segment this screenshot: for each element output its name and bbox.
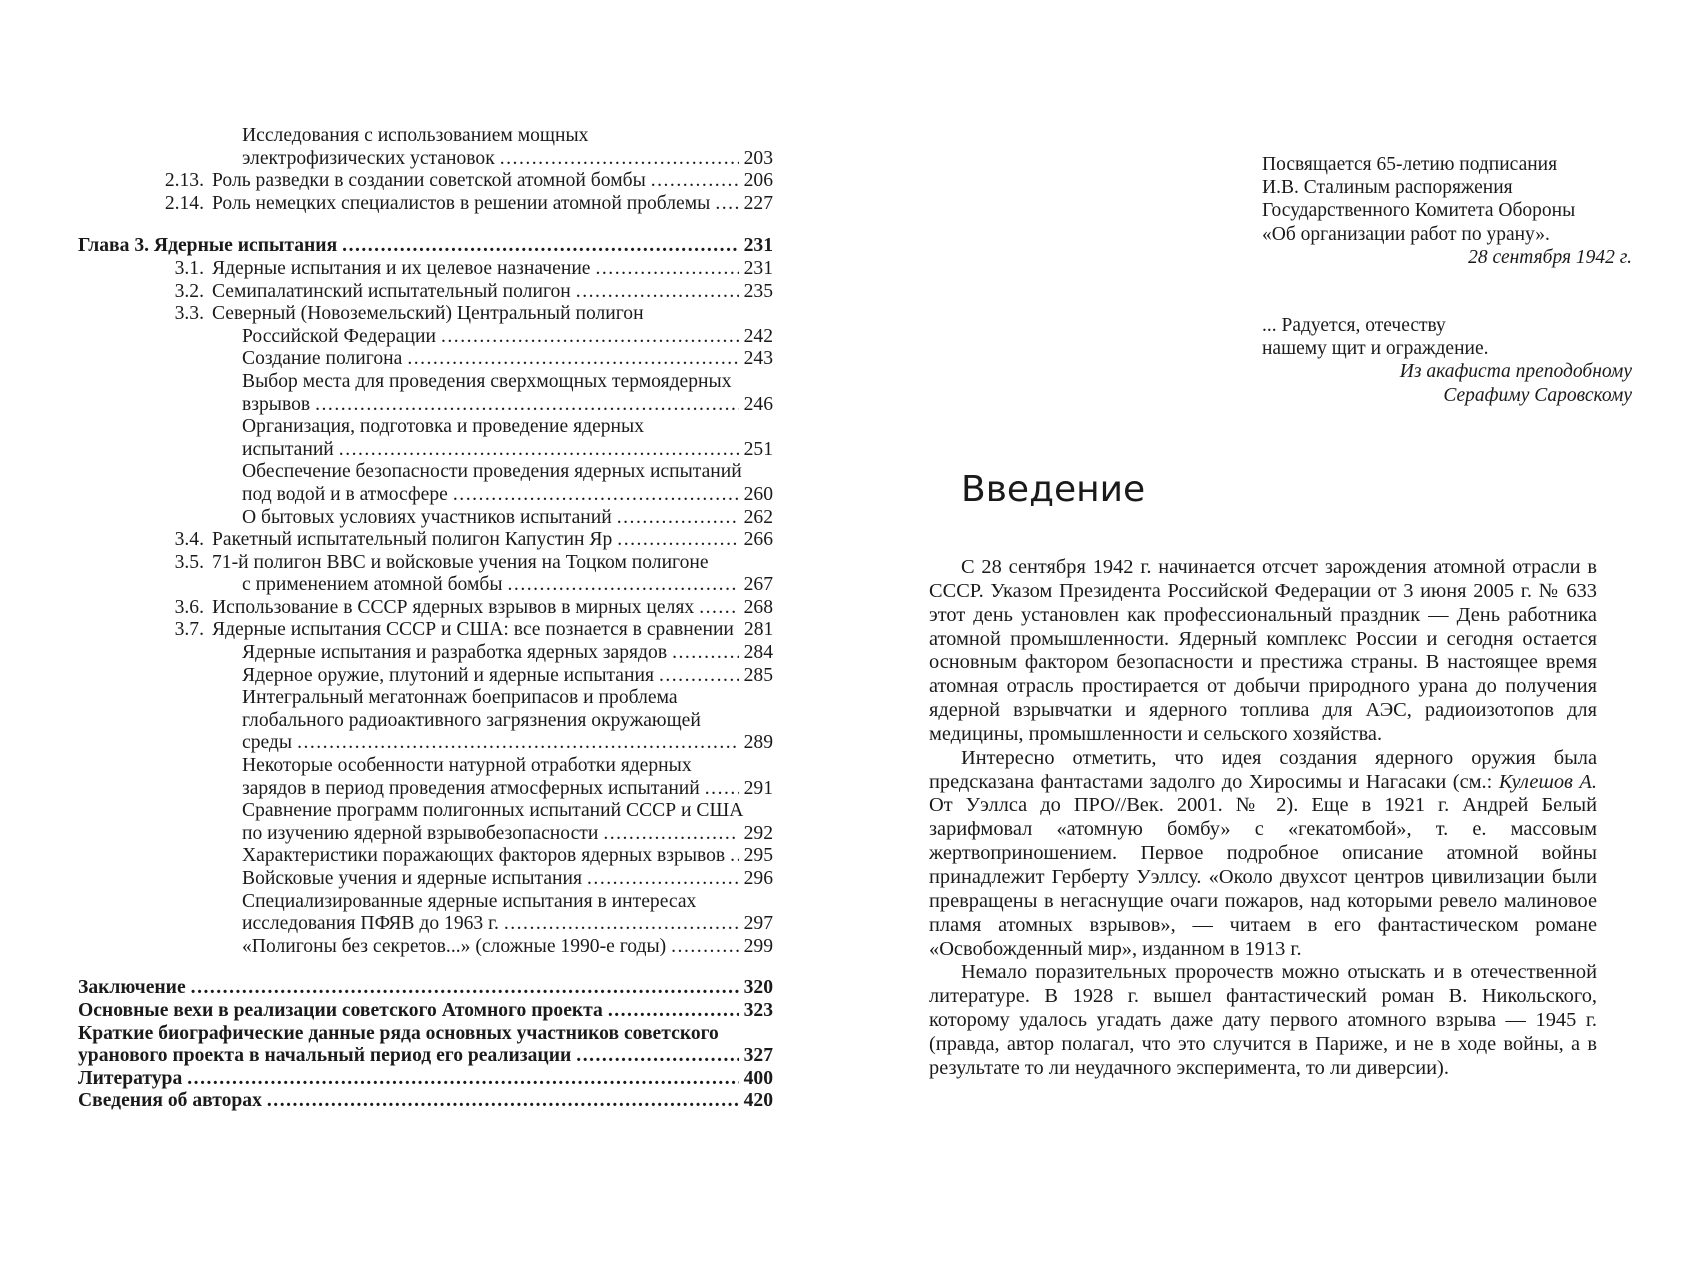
toc-entry-title: Войсковые учения и ядерные испытания <box>242 868 583 889</box>
dot-leader <box>191 977 739 1000</box>
intro-paragraph <box>929 747 1597 962</box>
dot-leader <box>587 868 739 891</box>
toc-entry-title: Некоторые особенности натурной отработки ядерных <box>242 755 692 777</box>
toc-entry-title: Характеристики поражающих факторов ядерных взрывов <box>242 845 726 867</box>
toc-page-number: 297 <box>743 913 773 935</box>
toc-entry-title: среды <box>242 732 293 754</box>
toc-entry-number: 3.7. <box>174 619 204 641</box>
dot-leader <box>297 732 739 755</box>
dot-leader <box>508 574 739 597</box>
toc-page-number: 296 <box>743 868 773 889</box>
toc-entry-title: исследования ПФЯВ до 1963 г. <box>242 913 499 935</box>
dot-leader <box>659 665 739 688</box>
toc-entry <box>78 977 773 1000</box>
dot-leader <box>705 778 739 801</box>
dedication-date: 28 сентября 1942 г. <box>1468 246 1632 268</box>
toc-entry-title: Краткие биографические данные ряда основных участников советского <box>78 1022 719 1044</box>
dedication-line: «Об организации работ по урану». <box>1262 223 1550 245</box>
dot-leader <box>315 394 738 417</box>
toc-page-number: 400 <box>743 1067 773 1089</box>
toc-page-number: 262 <box>743 506 773 528</box>
toc-entry <box>78 755 773 778</box>
toc-entry <box>78 416 773 439</box>
toc-entry-number: 3.6. <box>174 596 204 618</box>
toc-page-number: 227 <box>743 192 773 214</box>
toc-entry-number: 3.3. <box>174 303 204 325</box>
toc-page-number: 260 <box>743 483 773 505</box>
dot-leader <box>500 148 739 171</box>
intro-body <box>929 556 1597 1081</box>
toc-entry-title: Обеспечение безопасности проведения ядерных испытаний <box>242 461 742 483</box>
toc-entry <box>78 326 773 349</box>
toc-entry-title: Ракетный испытательный полигон Капустин Яр <box>212 529 613 551</box>
toc-entry <box>78 665 773 688</box>
toc-entry <box>78 1045 773 1068</box>
toc-page-number: 243 <box>743 348 773 370</box>
toc-entry-title: Использование в СССР ядерных взрывов в мирных целях <box>212 596 695 618</box>
toc-entry <box>78 461 773 484</box>
dedication-line: И.В. Сталиным распоряжения <box>1262 177 1513 199</box>
toc-entry <box>78 845 773 868</box>
toc-entry <box>78 235 773 258</box>
dot-leader <box>407 348 738 371</box>
toc-entry-title: Ядерные испытания и их целевое назначение <box>212 257 591 279</box>
dedication-line: Государственного Комитета Обороны <box>1262 200 1576 222</box>
toc-entry <box>78 125 773 148</box>
dot-leader <box>608 1000 739 1023</box>
dedication-line: Посвящается 65-летию подписания <box>1262 154 1558 175</box>
toc-entry <box>78 193 773 216</box>
toc-entry <box>78 507 773 530</box>
dot-leader <box>730 845 738 868</box>
toc-entry <box>78 1090 773 1113</box>
toc-entry-title: «Полигоны без секретов...» (сложные 1990-е годы) <box>242 935 667 957</box>
epigraph-line: ... Радуется, отечеству <box>1262 315 1446 336</box>
toc-entry-number: 2.13. <box>164 170 204 192</box>
toc-page-number: 267 <box>743 574 773 596</box>
toc-entry <box>78 823 773 846</box>
toc-entry <box>78 619 773 642</box>
toc-entry <box>78 687 773 710</box>
toc-entry <box>78 281 773 304</box>
toc-page-number: 320 <box>743 977 773 999</box>
dot-leader <box>596 258 739 281</box>
epigraph <box>1262 314 1632 407</box>
toc-entry <box>78 394 773 417</box>
dot-leader <box>715 193 738 216</box>
toc-entry <box>78 891 773 914</box>
toc-entry-number: 3.2. <box>174 280 204 302</box>
dot-leader <box>576 281 739 304</box>
dot-leader <box>504 913 739 936</box>
dedication <box>1262 153 1632 269</box>
toc-entry-title: Интегральный мегатоннаж боеприпасов и проблема <box>242 687 678 709</box>
toc-entry <box>78 552 773 575</box>
toc-entry-number: 3.1. <box>174 257 204 279</box>
toc-entry-title: Ядерные испытания СССР и США: все познается в сравнении <box>212 619 734 641</box>
toc-entry <box>78 148 773 171</box>
toc-entry-title: зарядов в период проведения атмосферных испытаний <box>242 777 700 799</box>
toc-entry-title: глобального радиоактивного загрязнения окружающей <box>242 709 701 731</box>
toc-entry-title: Литература <box>78 1067 183 1089</box>
toc-entry-title: испытаний <box>242 438 334 460</box>
dot-leader <box>441 326 739 349</box>
toc-page-number: 289 <box>743 732 773 754</box>
toc-page-number: 323 <box>743 999 773 1021</box>
intro-paragraph: Немало поразительных пророчеств можно отыскать и в отечественной литературе. В 1928 г. вышел фантастический роман В. Никольского, которому удалось угадать даже дату первого атомного взрыва — 1945 г. (правда, автор полагал, что это случится в Париже, и не в ходе войны, а в результате то ли неудачного эксперимента, то ли диверсии). <box>929 961 1597 1079</box>
toc-page-number: 284 <box>743 642 773 664</box>
toc-entry <box>78 1000 773 1023</box>
toc-entry-title: Глава 3. Ядерные испытания <box>78 235 338 257</box>
dot-leader <box>603 823 738 846</box>
toc-entry <box>78 484 773 507</box>
intro-heading: Введение <box>961 469 1146 510</box>
table-of-contents <box>78 125 773 1113</box>
dot-leader <box>617 529 738 552</box>
toc-entry <box>78 258 773 281</box>
toc-page-number: 231 <box>743 235 773 257</box>
toc-page-number: 281 <box>743 619 774 641</box>
epigraph-source: Из акафиста преподобному <box>1399 361 1632 383</box>
toc-entry-title: Исследования с использованием мощных <box>242 125 589 146</box>
toc-entry-title: 71-й полигон ВВС и войсковые учения на Тоцком полигоне <box>212 551 709 573</box>
dot-leader <box>651 170 739 193</box>
toc-entry-title: Северный (Новоземельский) Центральный полигон <box>212 303 644 325</box>
toc-entry-title: Основные вехи в реализации советского Атомного проекта <box>78 999 603 1021</box>
toc-page-number: 266 <box>743 529 773 551</box>
intro-paragraph: С 28 сентября 1942 г. начинается отсчет зарождения атомной отрасли в СССР. Указом Президента Российской Федерации от 3 июня 2005 г. № 633 этот день установлен как профессиональный праздник — День работника атомной промышленности. Ядерный комплекс России и сегодня остается основным фактором безопасности и престижа страны. В настоящее время атомная отрасль простирается от добычи природного урана до получения ядерной взрывчатки и ядерного топлива для АЭС, радиоизотопов для медицины, промышленности и сельского хозяйства. <box>929 556 1597 745</box>
toc-entry <box>78 170 773 193</box>
dot-leader <box>453 484 739 507</box>
toc-page-number: 268 <box>743 596 773 618</box>
toc-page-number: 242 <box>743 325 773 347</box>
toc-entry <box>78 371 773 394</box>
toc-entry <box>78 1023 773 1046</box>
toc-entry <box>78 913 773 936</box>
toc-entry-title: уранового проекта в начальный период его реализации <box>78 1045 572 1067</box>
toc-entry-number: 3.5. <box>174 551 204 573</box>
toc-entry-title: Роль разведки в создании советской атомной бомбы <box>212 170 646 192</box>
toc-page-number: 292 <box>743 822 773 844</box>
cited-author: Кулешов А. <box>1498 770 1597 793</box>
toc-entry-title: Сравнение программ полигонных испытаний СССР и США <box>242 800 744 822</box>
toc-entry <box>78 348 773 371</box>
epigraph-line: нашему щит и ограждение. <box>1262 338 1489 360</box>
toc-page-number: 251 <box>743 438 773 460</box>
toc-entry <box>78 800 773 823</box>
toc-entry-title: Российской Федерации <box>242 325 436 347</box>
toc-entry <box>78 710 773 733</box>
toc-entry-title: Сведения об авторах <box>78 1090 262 1112</box>
dot-leader <box>267 1090 739 1113</box>
toc-entry <box>78 642 773 665</box>
epigraph-source: Серафиму Саровскому <box>1443 384 1632 406</box>
toc-entry-title: Ядерные испытания и разработка ядерных зарядов <box>242 642 668 664</box>
toc-entry-title: Ядерное оружие, плутоний и ядерные испытания <box>242 664 654 686</box>
toc-entry-title: Выбор места для проведения сверхмощных термоядерных <box>242 370 732 392</box>
toc-entry-title: с применением атомной бомбы <box>242 574 503 596</box>
toc-entry-title: под водой и в атмосфере <box>242 483 448 505</box>
toc-entry <box>78 303 773 326</box>
dot-leader <box>671 936 738 959</box>
toc-entry-title: О бытовых условиях участников испытаний <box>242 506 612 528</box>
dot-leader <box>339 439 739 462</box>
dot-leader <box>617 507 739 530</box>
toc-page-number: 235 <box>743 280 773 302</box>
toc-page-number: 203 <box>743 147 773 169</box>
toc-entry-title: электрофизических установок <box>242 147 495 169</box>
toc-entry <box>78 868 773 891</box>
dot-leader <box>576 1045 738 1068</box>
toc-entry-title: Организация, подготовка и проведение ядерных <box>242 416 645 438</box>
toc-entry-title: Заключение <box>78 977 186 999</box>
toc-entry-number: 2.14. <box>164 192 204 214</box>
toc-entry-number: 3.4. <box>174 529 204 551</box>
toc-page-number: 231 <box>743 257 773 279</box>
toc-entry <box>78 574 773 597</box>
intro-text: Интересно отметить, что идея создания ядерного оружия была предсказана фантастами задолго до Хиросимы и Нагасаки (см.: <box>929 746 1597 793</box>
toc-entry <box>78 597 773 620</box>
toc-entry-title: по изучению ядерной взрывобезопасности <box>242 822 599 844</box>
toc-page-number: 299 <box>743 935 773 957</box>
toc-entry-title: Специализированные ядерные испытания в интересах <box>242 890 697 912</box>
toc-entry-title: Роль немецких специалистов в решении атомной проблемы <box>212 192 711 214</box>
dot-leader <box>187 1068 738 1091</box>
toc-page-number: 285 <box>743 664 773 686</box>
dot-leader <box>699 597 738 620</box>
toc-entry-title: Создание полигона <box>242 348 403 370</box>
toc-entry <box>78 778 773 801</box>
toc-page-number: 327 <box>743 1045 773 1067</box>
toc-page-number: 295 <box>743 845 773 867</box>
toc-entry <box>78 936 773 959</box>
toc-entry <box>78 439 773 462</box>
toc-page-number: 246 <box>743 393 773 415</box>
toc-entry <box>78 529 773 552</box>
toc-page-number: 420 <box>743 1090 773 1112</box>
intro-text: От Уэллса до ПРО//Век. 2001. № 2). Еще в 1921 г. Андрей Белый зарифмовал «атомную бомбу» с «гекатомбой», т. е. массовым жертвоприношением. Первое подробное описание атомной войны принадлежит Герберту Уэллсу. «Около двухсот центров цивилизации были превращены в негаснущие очаги пожаров, над которыми ревело малиновое пламя атомных взрывов», — читаем в его фантастическом романе «Освобожденный мир», изданном в 1913 г. <box>929 794 1597 960</box>
toc-page-number: 206 <box>743 170 773 192</box>
toc-entry-title: взрывов <box>242 393 311 415</box>
dot-leader <box>672 642 739 665</box>
toc-entry <box>78 732 773 755</box>
toc-entry <box>78 1068 773 1091</box>
toc-entry-title: Семипалатинский испытательный полигон <box>212 280 571 302</box>
dot-leader <box>342 235 738 258</box>
toc-page-number: 291 <box>743 777 773 799</box>
